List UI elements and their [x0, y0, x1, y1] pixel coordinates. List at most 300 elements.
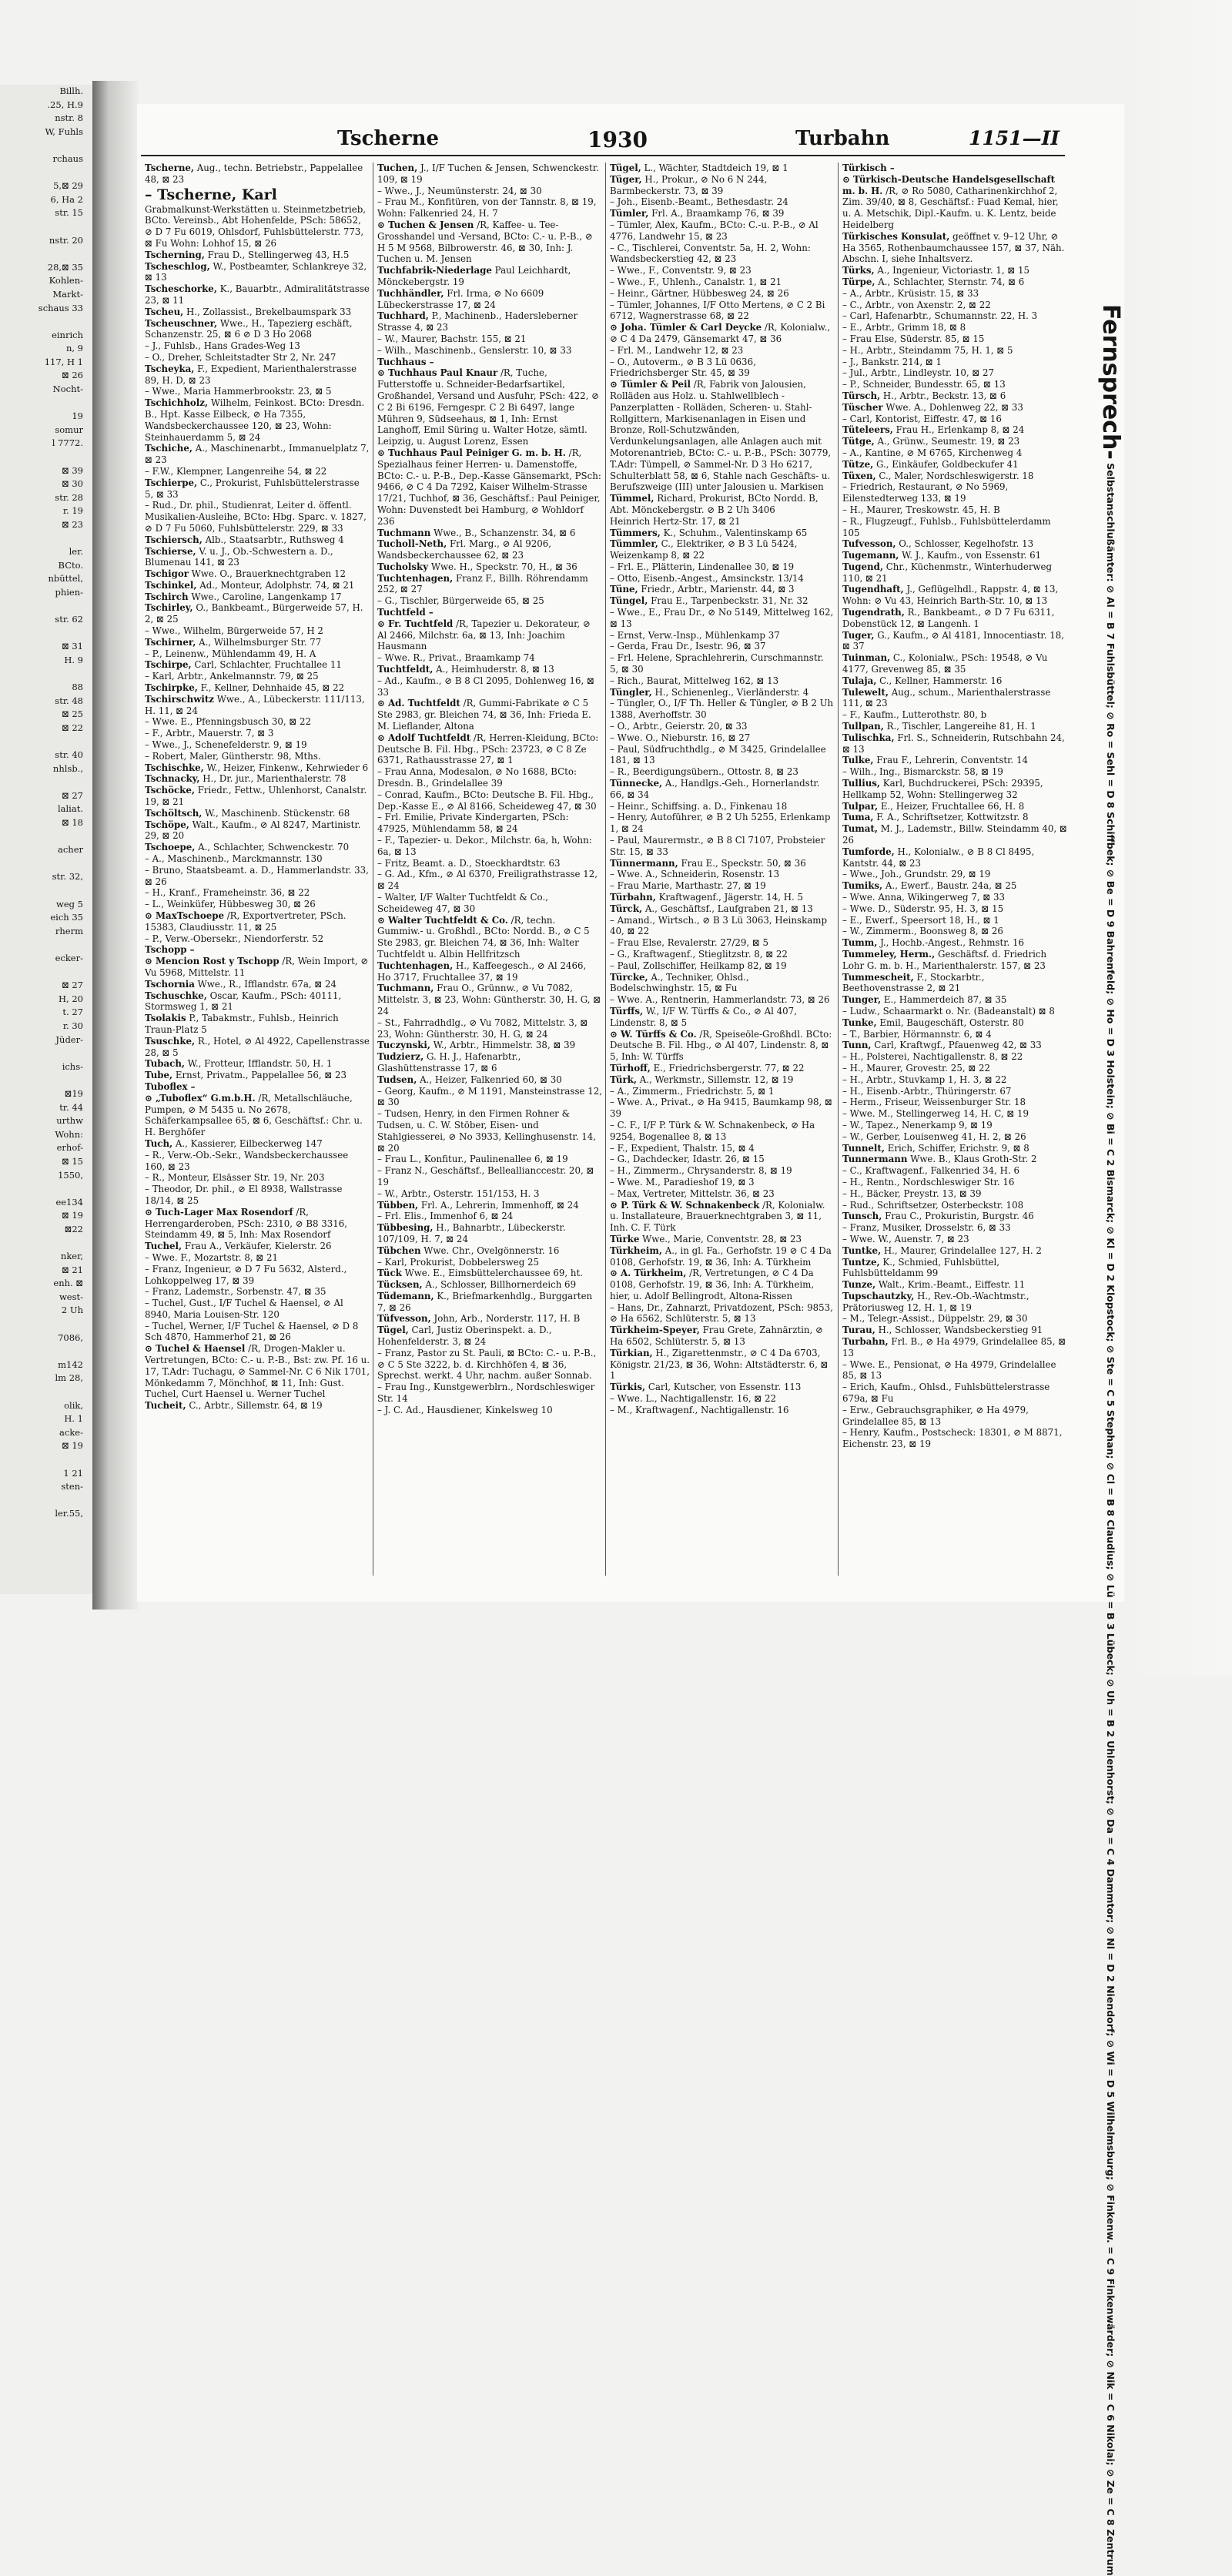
directory-entry: [610, 892, 835, 903]
entry-details: – Franz, Lademstr., Sorbenstr. 47, ⊠ 35: [145, 1286, 326, 1298]
spine-text-fragment: [0, 166, 92, 180]
directory-entry: [610, 1405, 835, 1416]
entry-name: ⊙ Ad. Tuchtfeldt: [377, 698, 460, 709]
entry-details: – P., Schneider, Bundesstr. 65, ⊠ 13: [842, 379, 1006, 390]
directory-entry: [610, 949, 835, 960]
directory-entry: [145, 773, 370, 785]
spine-text-fragment: ⊠ 23: [62, 519, 83, 530]
directory-entry: [610, 937, 835, 949]
entry-name: Türffs,: [610, 1005, 644, 1017]
entry-name: Tuch,: [145, 1137, 173, 1149]
spine-text-fragment: l 7772.: [52, 437, 83, 449]
entry-details: Emil, Baugeschäft, Osterstr. 80: [879, 1017, 1024, 1028]
directory-entry: [145, 728, 370, 739]
entry-details: C., Maler, Nordschleswigerstr. 18: [879, 470, 1034, 481]
entry-details: – Paul, Maurermstr., ⊘ B 8 Cl 7107, Probsteier Str. 15, ⊠ 33: [610, 835, 825, 857]
directory-entry: [145, 716, 370, 728]
directory-entry: [377, 869, 602, 892]
entry-details: – Frau M., Konfitüren, von der Tannstr. 8, ⊠ 19, Wohn: Falkenried 24, H. 7: [377, 196, 597, 219]
page-shadow: [1124, 0, 1232, 1677]
directory-entry: [842, 561, 1067, 585]
directory-entry: [377, 595, 602, 607]
directory-entry: [610, 379, 835, 493]
column-2: [377, 162, 602, 1576]
entry-details: H., Zollassist., Brekelbaumspark 33: [186, 306, 352, 317]
directory-entry: [610, 801, 835, 812]
directory-entry: [842, 1188, 1067, 1200]
directory-entry: [377, 1200, 602, 1211]
entry-name: Tuntke,: [842, 1244, 882, 1256]
directory-entry: [842, 1313, 1067, 1325]
entry-name: Türck,: [610, 903, 643, 914]
spine-text-fragment: [0, 830, 92, 844]
directory-entry: [610, 1063, 835, 1074]
entry-details: – Tudsen, Henry, in den Firmen Rohner & Tudsen, u. C. W. Stöber, Eisen- und Stahlgiesserei, ⊘ No 3933, Kellinghusenstr. 14, ⊠ 20: [377, 1108, 597, 1154]
header-page-number: 1151—II: [969, 127, 1060, 149]
entry-details: K., Schmied, Fuhlsbüttel, Fuhlsbütteldamm 99: [842, 1256, 1000, 1279]
entry-details: A., Kassierer, Eilbeckerweg 147: [175, 1137, 323, 1149]
entry-name: Tuinman,: [842, 652, 891, 664]
column-3: [610, 162, 835, 1576]
entry-details: – F., Tapezier- u. Dekor., Milchstr. 6a, h, Wohn: 6a, ⊠ 13: [377, 835, 592, 857]
entry-name: ⊙ „Tuboflex“ G.m.b.H.: [145, 1092, 256, 1104]
entry-name: Tünnermann,: [610, 857, 678, 869]
entry-details: /R, Wein Import, ⊘ Vu 5968, Mittelstr. 11: [145, 956, 369, 978]
directory-entry: [377, 333, 602, 345]
entry-details: W. J., Kaufm., von Essenstr. 61: [902, 550, 1042, 561]
directory-entry: [842, 687, 1067, 710]
entry-details: John, Arb., Norderstr. 117, H. B: [434, 1313, 581, 1325]
directory-entry: [610, 1325, 835, 1348]
directory-entry: [377, 538, 602, 561]
directory-entry: [842, 424, 1067, 436]
entry-details: – Herm., Friseur, Weissenburger Str. 18: [842, 1097, 1026, 1108]
directory-entry: [377, 310, 602, 333]
entry-details: – Frl. E., Plätterin, Lindenallee 30, ⊠ 19: [610, 561, 795, 572]
entry-details: – J. C. Ad., Hausdiener, Kinkelsweg 10: [377, 1404, 553, 1415]
spine-text-fragment: 1550,: [58, 1169, 83, 1181]
directory-entry: [145, 785, 370, 808]
directory-entry: [610, 1006, 835, 1029]
entry-name: Tudzierz,: [377, 1051, 424, 1063]
entry-details: – Conrad, Kaufm., BCto: Deutsche B. Fil. Hbg., Dep.-Kasse E., ⊘ Al 8166, Scheideweg 47, ⊠ 30: [377, 789, 597, 812]
directory-entry: [842, 1029, 1067, 1040]
spine-text-fragment: Nocht-: [52, 384, 83, 395]
directory-entry: [145, 751, 370, 762]
directory-entry: [842, 926, 1067, 937]
entry-name: Tümmler,: [610, 538, 658, 550]
directory-entry: [610, 732, 835, 744]
entry-name: ⊙ Tuchhaus Paul Peiniger G. m. b. H.: [377, 447, 566, 458]
entry-details: – O., Arbtr., Geierstr. 20, ⊠ 33: [610, 721, 748, 732]
entry-details: – Rud., Dr. phil., Studienrat, Leiter d. öffentl. Musikalien-Ausleihe, BCto: Hbg. Sparc. v. 1827, ⊘ D 7 Fu 5060, Fuhlsbüttelerstr. 229, ⊠ 33: [145, 500, 367, 534]
entry-details: F., Stockarbtr., Beethovenstrasse 2, ⊠ 21: [842, 971, 985, 994]
directory-entry: [377, 1108, 602, 1154]
entry-name: Tügel,: [610, 162, 641, 173]
spine-text-fragment: [0, 1385, 92, 1399]
entry-name: Tscheschlog,: [145, 260, 210, 272]
directory-entry: [145, 340, 370, 352]
entry-name: Tucheit,: [145, 1400, 186, 1412]
entry-name: Tugendrath,: [842, 607, 905, 618]
directory-entry: [377, 357, 602, 368]
entry-name: Tuczynski,: [377, 1040, 430, 1051]
entry-details: – P., Verw.-Obersekr., Niendorferstr. 52: [145, 933, 324, 944]
entry-details: – Frl. Emilie, Private Kindergarten, PSch: 47925, Mühlendamm 58, ⊠ 24: [377, 812, 569, 835]
entry-details: Frau O., Grünnw., ⊘ Vu 7082, Mittelstr. 3, ⊠ 23, Wohn: Güntherstr. 30, H. G, ⊠ 24: [377, 983, 601, 1017]
entry-details: – H., Arbtr., Stuvkamp 1, H. 3, ⊠ 22: [842, 1074, 1007, 1085]
book-gutter: [92, 81, 139, 1610]
spine-text-fragment: str. 32,: [52, 871, 83, 883]
entry-details: /R, Vertretungen, ⊘ C 4 Da 0108, Gerhofstr. 19, ⊠ 36, Inh: A. Türkheim, hier, u. Adolf Bellingrodt, Altona-Rissen: [610, 1268, 815, 1301]
spine-text-fragment: somur: [55, 424, 83, 435]
spine-text-fragment: str. 48: [55, 695, 83, 706]
directory-entry: [377, 447, 602, 528]
directory-entry: [842, 766, 1067, 778]
entry-details: Carl, Kraftwgf., Pfauenweg 42, ⊠ 33: [874, 1040, 1042, 1051]
entry-details: – F., Kaufm., Lutterothstr. 80, b: [842, 709, 987, 721]
directory-entry: [842, 1143, 1067, 1154]
spine-text-fragment: ecker-: [55, 953, 83, 963]
directory-entry: [842, 915, 1067, 926]
entry-name: Tscheyka,: [145, 363, 195, 374]
directory-entry: [610, 960, 835, 972]
directory-entry: [842, 265, 1067, 276]
directory-entry: [377, 528, 602, 539]
entry-details: – Wwe. L., Nachtigallenstr. 16, ⊠ 22: [610, 1393, 777, 1405]
entry-details: H., Dr. jur., Marienthalerstr. 78: [203, 773, 346, 785]
entry-details: – Frl. Helene, Sprachlehrerin, Curschmannstr. 5, ⊠ 30: [610, 652, 824, 675]
entry-details: – Wwe. M., Paradieshof 19, ⊠ 3: [610, 1176, 755, 1188]
entry-details: A., Handlgs.-Geh., Hornerlandstr. 66, ⊠ 34: [610, 778, 820, 800]
entry-details: – Wwe., F., Conventstr. 9, ⊠ 23: [610, 265, 752, 276]
entry-details: /R, Kolonialw. u. Installateure, Brauerknechtgraben 3, ⊠ 11, Inh. C. F. Türk: [610, 1199, 825, 1234]
spine-text-fragment: n, 9: [65, 343, 83, 354]
entry-details: /R, techn. Gummiw.- u. Großhdl., BCto: Nordd. B., ⊘ C 5 Ste 2983, gr. Bleichen 74, ⊠ 36, Inh: Walter Tuchtfeldt u. Albin Hellfritzsch: [377, 914, 590, 960]
entry-details: J., I/F Tuchen & Jensen, Schwenckestr. 109, ⊠ 19: [377, 162, 599, 185]
directory-entry: [842, 880, 1067, 892]
entry-details: – Bruno, Staatsbeamt. a. D., Hammerlandstr. 33, ⊠ 26: [145, 864, 369, 887]
directory-entry: [610, 265, 835, 276]
spine-text-fragment: [0, 397, 92, 410]
column-1: [145, 162, 370, 1576]
directory-entry: [145, 899, 370, 910]
entry-name: Türks,: [842, 265, 875, 276]
entry-name: Tsuschke,: [145, 1035, 196, 1047]
entry-details: – F., Arbtr., Mauerstr. 7, ⊠ 3: [145, 728, 274, 739]
entry-details: – Wwe. O., Nieburstr. 16, ⊠ 27: [610, 732, 751, 743]
directory-entry: [842, 333, 1067, 345]
entry-name: Türkisches Konsulat,: [842, 230, 950, 242]
directory-entry: [610, 595, 835, 607]
directory-entry: [842, 288, 1067, 300]
entry-details: – Wilh., Maschinenb., Genslerstr. 10, ⊠ 33: [377, 344, 572, 356]
directory-entry: [377, 1188, 602, 1200]
spine-text-fragment: [0, 1074, 92, 1087]
entry-details: – Erw., Gebrauchsgraphiker, ⊘ Ha 4979, Grindelallee 85, ⊠ 13: [842, 1404, 1029, 1427]
entry-details: – W., Zimmerm., Boonsweg 8, ⊠ 26: [842, 926, 1003, 937]
directory-entry: [842, 675, 1067, 687]
entry-details: H., Kolonialw., ⊘ B 8 Cl 8495, Kantstr. 44, ⊠ 23: [842, 846, 1035, 869]
entry-details: Erich, Schiffer, Erichstr. 9, ⊠ 8: [887, 1142, 1029, 1154]
entry-details: A., Schlosser, Billhornerdeich 69: [425, 1279, 577, 1291]
spine-text-fragment: .25, H.9: [47, 99, 83, 110]
entry-details: – Georg, Kaufm., ⊘ M 1191, Mansteinstrasse 12, ⊠ 30: [377, 1085, 603, 1108]
directory-entry: [842, 459, 1067, 471]
directory-entry: [377, 618, 602, 652]
entry-name: Tück: [377, 1268, 402, 1279]
entry-details: C., Prokurist, Fuhlsbüttelerstrasse 5, ⊠ 33: [145, 477, 360, 500]
directory-entry: [145, 944, 370, 956]
spine-text-fragment: [0, 857, 92, 871]
spine-text-fragment: [0, 1345, 92, 1358]
directory-entry: [610, 915, 835, 938]
entry-details: /R, Speiseöle-Großhdl. BCto: Deutsche B. Fil. Hbg., ⊘ Al 407, Lindenstr. 8, ⊠ 5, Inh: W. Türffs: [610, 1028, 832, 1063]
entry-name: Tüngel,: [610, 595, 648, 607]
entry-name: Tschöltsch,: [145, 807, 203, 819]
legend-text: Selbstanschlußämter: ⊘ Al = B 7 Fuhlsbüttel; ⊘ Ro = Sehl = D 8 Schiffbek; ⊘ Be = D 9 Bahrenfeld; ⊘ Ho = D 3 Holstein; ⊘ Bi = C 2 Bismarck; ⊘ Kl = D 2 Klopstock; ⊘ Ste = C 5 Stephan; ⊘ Cl = B 8 Claudius; ⊘ Lü = B 3 Lübeck; ⊘ Uh = B 2 Uhlenhorst; ⊘ Da = C 4 Dammtor; ⊘ Nl = D 2 Niendorf; ⊘ Wi = D 5 Wilhelmsburg; ⊘ Finkenw. = C 9 Finkenwärder; ⊘ Nik = C 6 Nikolai; ⊘ Ze = C 8 Zentrum: [1105, 463, 1116, 2576]
entry-details: – Wwe., F., Uhlenh., Canalstr. 1, ⊠ 21: [610, 276, 782, 287]
spine-text-fragment: [0, 966, 92, 980]
spine-text-fragment: [0, 532, 92, 546]
entry-name: Türkian,: [610, 1347, 653, 1358]
spine-text-fragment: ⊠ 18: [62, 817, 83, 829]
directory-entry: [145, 625, 370, 637]
spine-text-fragment: nstr. 8: [55, 112, 83, 124]
entry-details: – E., Ewerf., Speersort 18, H., ⊠ 1: [842, 914, 999, 926]
entry-details: – G. Ad., Kfm., ⊘ Al 6370, Freiligrathstrasse 12, ⊠ 24: [377, 869, 598, 892]
directory-entry: [842, 846, 1067, 869]
directory-entry: [145, 910, 370, 933]
spine-text-fragment: acher: [57, 844, 83, 856]
entry-details: – Tüngler, O., I/F Th. Heller & Tüngler, ⊘ B 2 Uh 1388, Averhoffstr. 30: [610, 698, 834, 721]
directory-entry: [842, 1245, 1067, 1257]
entry-name: Tudsen,: [377, 1074, 417, 1085]
entry-details: – Frl. M., Landwehr 12, ⊠ 23: [610, 344, 744, 356]
entry-details: H., Bahnarbtr., Lübeckerstr. 107/109, H. 7, ⊠ 24: [377, 1222, 566, 1244]
spine-text-fragment: ⊠ 31: [62, 641, 83, 652]
entry-details: – Wwe., J., Schenefelderstr. 9, ⊠ 19: [145, 739, 307, 751]
entry-details: G. H. J., Hafenarbtr., Glashüttenstrasse 17, ⊠ 6: [377, 1051, 521, 1074]
directory-entry: [610, 1268, 835, 1301]
directory-entry: [610, 1029, 835, 1063]
entry-details: – St., Fahrradhdlg., ⊘ Vu 7082, Mittelstr. 3, ⊠ 23, Wohn: Güntherstr. 30, H. G, ⊠ 24: [377, 1017, 588, 1040]
entry-details: F., Kellner, Dehnhaide 45, ⊠ 22: [200, 682, 345, 694]
entry-name: Tuchmann: [377, 527, 431, 538]
entry-name: Türbahn,: [610, 892, 656, 903]
entry-name: Tschöcke,: [145, 785, 195, 796]
entry-details: – Heinr., Gärtner, Hübbesweg 24, ⊠ 26: [610, 287, 789, 299]
entry-details: Frau H., Erlenkamp 8, ⊠ 24: [896, 424, 1025, 436]
entry-name: Tumforde,: [842, 846, 895, 857]
entry-details: – H., Rentn., Nordschleswiger Str. 16: [842, 1176, 1015, 1188]
entry-details: Wwe., Marie, Conventstr. 28, ⊠ 23: [642, 1233, 802, 1244]
entry-details: /R, Drogen-Makler u. Vertretungen, BCto: C.- u. P.-B., Bst: zw. Pf. 16 u. 17, T.Adr: Tuchagu, ⊘ Sammel-Nr. C 6 Nik 1701, Mönkedamm 7, Mönchhof, ⊠ 11, Inh: Gust. Tuchel, Curt Haensel u. Werner Tuchel: [145, 1343, 370, 1400]
directory-entry: [145, 352, 370, 363]
directory-entry: [842, 471, 1067, 482]
directory-entry: [842, 1017, 1067, 1029]
entry-details: A., Maschinenarbt., Immanuelplatz 7, ⊠ 23: [145, 443, 370, 466]
spine-text-fragment: [0, 1047, 92, 1060]
entry-details: H., Schienenleg., Vierländerstr. 4: [654, 686, 809, 698]
directory-page: [137, 104, 1124, 2576]
entry-name: Tschirley,: [145, 602, 193, 614]
spine-text-fragment: 6, Ha 2: [50, 193, 83, 205]
directory-entry: [145, 762, 370, 774]
directory-entry: [842, 504, 1067, 516]
directory-entry: [145, 283, 370, 307]
entry-name: Tunsch,: [842, 1211, 882, 1222]
entry-details: – Franz, Pastor zu St. Pauli, ⊠ BCto: C.- u. P.-B., ⊘ C 5 Ste 3222, b. d. Kirchhöfen 4, ⊠ 36, Sprechst. werkt. 4 Uhr, nachm. außer Sonnab.: [377, 1347, 597, 1382]
entry-details: F., Expedient, Marienthalerstrasse 89, H. D, ⊠ 23: [145, 363, 357, 386]
entry-name: Tullius,: [842, 778, 881, 789]
directory-entry: [377, 1382, 602, 1405]
directory-entry: [610, 641, 835, 652]
entry-name: Tschierpe,: [145, 477, 198, 488]
directory-entry: [145, 1321, 370, 1344]
entry-name: Türkheim-Speyer,: [610, 1325, 700, 1336]
entry-details: Frau E., Tarpenbeckstr. 31, Nr. 32: [651, 595, 808, 607]
spine-text-fragment: [0, 1236, 92, 1250]
directory-entry: [377, 345, 602, 357]
entry-name: Tüteleers,: [842, 424, 893, 436]
directory-entry: [842, 709, 1067, 721]
entry-details: /R, Kolonialw., ⊘ C 4 Da 2479, Gänsemarkt 47, ⊠ 36: [610, 322, 831, 344]
entry-details: E., Heizer, Fruchtallee 66, H. 8: [880, 800, 1025, 812]
directory-entry: [842, 1063, 1067, 1074]
directory-entry: [377, 288, 602, 311]
entry-details: /R, Tuche, Futterstoffe u. Schneider-Bedarfsartikel, Großhandel, Versand und Ausfuhr, PSch: 422, ⊘ C 2 Bi 6196, Ferngespr. C 2 Bi 6497, lange Mühren 9, Südseehaus, ⊠ 1, Inh: Ernst Langhoff, Emil Süring u. Walter Hotze, sämtl. Leipzig, u. August Lorenz, Essen: [377, 367, 600, 447]
entry-details: – H., Zimmerm., Chrysanderstr. 8, ⊠ 19: [610, 1165, 792, 1177]
entry-details: – H., Eisenb.-Arbtr., Thüringerstr. 67: [842, 1085, 1012, 1097]
entry-details: – Wwe. A., Schneiderin, Rosenstr. 13: [610, 869, 780, 880]
directory-entry: [842, 174, 1067, 231]
directory-entry: [145, 534, 370, 546]
entry-details: Aug., schum., Marienthalerstrasse 111, ⊠ 23: [842, 686, 1051, 709]
entry-name: Tschigor: [145, 568, 189, 580]
entry-details: – Frau Else, Revalerstr. 27/29, ⊠ 5: [610, 937, 769, 949]
entry-name: Tugend,: [842, 561, 883, 572]
entry-details: G., Einkäufer, Goldbeckufer 41: [875, 458, 1019, 470]
entry-name: Tschiersch,: [145, 534, 203, 545]
spine-text-fragment: 5,⊠ 29: [53, 180, 83, 192]
entry-details: – Rich., Baurat, Mittelweg 162, ⊠ 13: [610, 675, 779, 686]
spine-text-fragment: ⊠ 19: [62, 1440, 83, 1452]
entry-details: /R, Herren-Kleidung, BCto: Deutsche B. Fil. Hbg., PSch: 23723, ⊘ C 8 Ze 6371, Rathausstrasse 27, ⊠ 1: [377, 732, 599, 766]
directory-entry: [610, 1245, 835, 1268]
entry-details: W., Arbtr., Himmelstr. 38, ⊠ 39: [433, 1040, 576, 1051]
entry-name: Türkisch –: [842, 162, 895, 173]
entry-details: H., Kaffeegesch., ⊘ Al 2466, Ho 3717, Fruchtallee 37, ⊠ 19: [377, 960, 587, 983]
directory-entry: [377, 698, 602, 732]
directory-entry: [842, 1336, 1067, 1359]
entry-name: Tschirpe,: [145, 659, 192, 671]
directory-entry: [610, 766, 835, 778]
entry-name: Tschuschke,: [145, 990, 207, 1001]
directory-entry: [145, 956, 370, 979]
entry-details: Wwe. B., Klaus Groth-Str. 2: [910, 1154, 1037, 1165]
entry-details: – H., Bäcker, Preystr. 13, ⊠ 39: [842, 1188, 982, 1199]
entry-details: – A., Zimmerm., Friedrichstr. 5, ⊠ 1: [610, 1085, 775, 1097]
directory-entry: [610, 812, 835, 835]
spine-text-fragment: nbüttel,: [48, 573, 83, 585]
entry-details: – R., Monteur, Elsässer Str. 19, Nr. 203: [145, 1172, 325, 1184]
directory-entry: [377, 367, 602, 447]
directory-entry: [842, 1405, 1067, 1428]
entry-name: Tummescheit,: [842, 971, 914, 983]
directory-entry: [842, 1051, 1067, 1063]
directory-entry: [610, 903, 835, 915]
directory-entry: [145, 307, 370, 318]
entry-details: Wwe., H., Tapezierg eschäft, Schanzenstr. 25, ⊠ 6 ⊘ D 3 Ho 2068: [145, 317, 353, 340]
spine-text-fragment: [0, 1453, 92, 1467]
directory-entry: [842, 414, 1067, 425]
entry-details: A., Schlachter, Schwenckestr. 70: [198, 842, 350, 853]
entry-details: /R, Gummi-Fabrikate ⊘ C 5 Ste 2983, gr. Bleichen 74, ⊠ 36, Inh: Frieda E. M. Lieflander, Altona: [377, 698, 591, 732]
directory-entry: [842, 390, 1067, 402]
entry-details: Frl. A., Lehrerin, Immenhoff, ⊠ 24: [420, 1199, 579, 1211]
entry-name: Tüscher: [842, 401, 883, 413]
directory-entry: [145, 546, 370, 569]
entry-name: Tscheu,: [145, 306, 184, 317]
entry-details: /R, Herrengarderoben, PSch: 2310, ⊘ B8 3316, Steindamm 49, ⊠ 5, Inh: Max Rosendorf: [145, 1206, 348, 1241]
directory-entry: [610, 687, 835, 698]
entry-details: – H., Maurer, Treskowstr. 45, H. B: [842, 504, 1000, 515]
entry-name: Tuger,: [842, 629, 875, 641]
entry-details: Oscar, Kaufm., PSch: 40111, Stormsweg 1, ⊠ 21: [145, 990, 342, 1013]
entry-details: J., Geflügelhdl., Rappstr. 4, ⊠ 13, Wohn: ⊘ Vu 43, Heinrich Barth-Str. 10, ⊠ 13: [842, 584, 1059, 607]
entry-details: F. A., Schriftsetzer, Kottwitzstr. 8: [876, 812, 1029, 823]
directory-entry: [145, 397, 370, 443]
directory-entry: [610, 1188, 835, 1200]
directory-entry: [145, 1241, 370, 1252]
directory-entry: [610, 1348, 835, 1382]
entry-name: Tumat,: [842, 823, 878, 835]
entry-details: – J., Bankstr. 214, ⊠ 1: [842, 356, 942, 367]
directory-entry: [842, 300, 1067, 311]
directory-entry: [145, 443, 370, 466]
entry-details: Wwe. H., Speckstr. 70, H., ⊠ 36: [430, 561, 578, 572]
directory-entry: [377, 1405, 602, 1416]
entry-name: Tschnacky,: [145, 773, 200, 785]
entry-details: E., Friedrichsbergerstr. 77, ⊠ 22: [653, 1062, 805, 1074]
directory-entry: [377, 1313, 602, 1325]
entry-name: Tübben,: [377, 1199, 419, 1211]
spine-text-fragment: ⊠ 39: [62, 464, 83, 476]
directory-entry: [145, 694, 370, 717]
directory-entry: [610, 516, 835, 528]
entry-details: – Henry, Autoführer, ⊘ B 2 Uh 5255, Erlenkamp 1, ⊠ 24: [610, 812, 831, 835]
directory-entry: [377, 675, 602, 698]
entry-details: Carl, Justiz Oberinspekt. a. D., Hohenfelderstr. 3, ⊠ 24: [377, 1325, 552, 1348]
spine-text-fragment: 88: [72, 682, 83, 693]
entry-details: W., Maschinenb. Stückenstr. 68: [205, 807, 350, 819]
directory-entry: [842, 1427, 1067, 1450]
directory-entry: [145, 1298, 370, 1321]
entry-details: – O., Autoverm., ⊘ B 3 Lü 0636, Friedrichsberger Str. 45, ⊠ 39: [610, 356, 756, 379]
directory-entry: [145, 682, 370, 694]
entry-name: ⊙ Mencion Rost y Tschopp: [145, 956, 280, 967]
entry-name: Turau,: [842, 1325, 875, 1336]
directory-entry: [842, 972, 1067, 995]
directory-entry: [842, 447, 1067, 459]
directory-entry: [610, 1234, 835, 1245]
directory-entry: [842, 823, 1067, 846]
entry-details: Wwe. E., Eimsbüttelerchaussee 69, ht.: [404, 1268, 584, 1279]
entry-details: V. u. J., Ob.-Schwestern a. D., Blumenau 141, ⊠ 23: [145, 545, 333, 568]
entry-name: Türkheim,: [610, 1244, 662, 1256]
spine-text-fragment: enh. ⊠: [53, 1278, 83, 1289]
